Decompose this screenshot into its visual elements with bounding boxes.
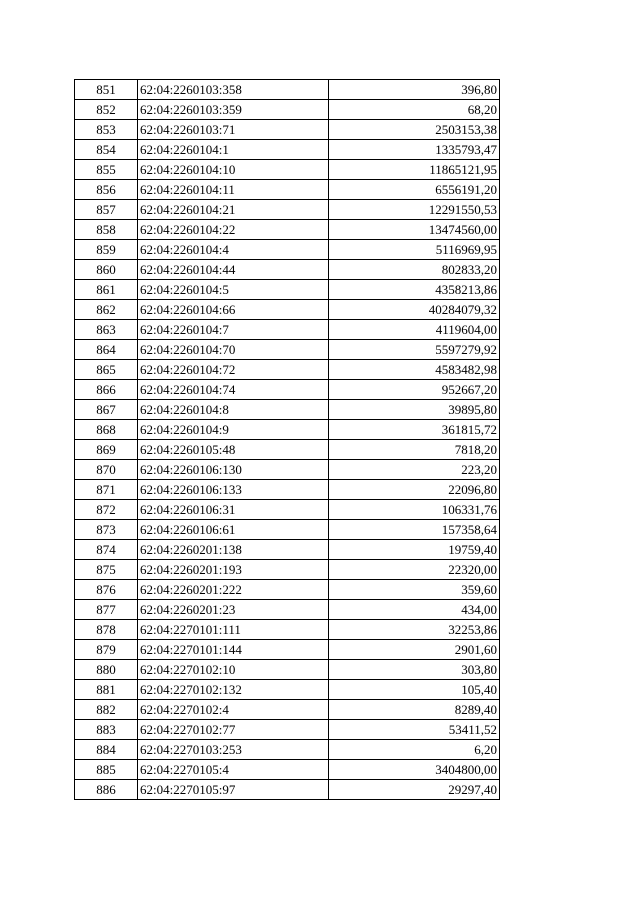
table-row — [75, 440, 500, 460]
cadastral-number-cell: 62:04:2260103:71 — [138, 120, 329, 140]
table-body — [75, 80, 500, 800]
row-number-cell: 859 — [75, 240, 138, 260]
table-row — [75, 560, 500, 580]
table-row — [75, 540, 500, 560]
table-row — [75, 360, 500, 380]
row-number-cell: 880 — [75, 660, 138, 680]
value-cell: 6,20 — [329, 740, 500, 760]
value-cell: 7818,20 — [329, 440, 500, 460]
row-number-cell: 855 — [75, 160, 138, 180]
table-row — [75, 760, 500, 780]
value-cell: 8289,40 — [329, 700, 500, 720]
cadastral-number-cell: 62:04:2260104:10 — [138, 160, 329, 180]
cadastral-number-cell: 62:04:2270103:253 — [138, 740, 329, 760]
value-cell: 68,20 — [329, 100, 500, 120]
row-number-cell: 885 — [75, 760, 138, 780]
cadastral-number-cell: 62:04:2260104:44 — [138, 260, 329, 280]
value-cell: 157358,64 — [329, 520, 500, 540]
value-cell: 22320,00 — [329, 560, 500, 580]
value-cell: 434,00 — [329, 600, 500, 620]
table-row — [75, 400, 500, 420]
row-number-cell: 863 — [75, 320, 138, 340]
cadastral-number-cell: 62:04:2270102:132 — [138, 680, 329, 700]
row-number-cell: 872 — [75, 500, 138, 520]
value-cell: 359,60 — [329, 580, 500, 600]
row-number-cell: 865 — [75, 360, 138, 380]
table-row — [75, 740, 500, 760]
table-row — [75, 780, 500, 800]
table-row — [75, 620, 500, 640]
cadastral-number-cell: 62:04:2270101:111 — [138, 620, 329, 640]
cadastral-number-cell: 62:04:2270102:10 — [138, 660, 329, 680]
table-row — [75, 480, 500, 500]
cadastral-number-cell: 62:04:2260104:7 — [138, 320, 329, 340]
row-number-cell: 882 — [75, 700, 138, 720]
row-number-cell: 881 — [75, 680, 138, 700]
value-cell: 2901,60 — [329, 640, 500, 660]
row-number-cell: 860 — [75, 260, 138, 280]
cadastral-number-cell: 62:04:2260104:21 — [138, 200, 329, 220]
value-cell: 303,80 — [329, 660, 500, 680]
value-cell: 802833,20 — [329, 260, 500, 280]
cadastral-number-cell: 62:04:2260103:358 — [138, 80, 329, 100]
value-cell: 32253,86 — [329, 620, 500, 640]
table-row — [75, 460, 500, 480]
cadastral-number-cell: 62:04:2270105:97 — [138, 780, 329, 800]
value-cell: 361815,72 — [329, 420, 500, 440]
value-cell: 105,40 — [329, 680, 500, 700]
value-cell: 952667,20 — [329, 380, 500, 400]
value-cell: 11865121,95 — [329, 160, 500, 180]
table-row — [75, 120, 500, 140]
cadastral-number-cell: 62:04:2270102:77 — [138, 720, 329, 740]
row-number-cell: 868 — [75, 420, 138, 440]
table-row — [75, 680, 500, 700]
row-number-cell: 857 — [75, 200, 138, 220]
value-cell: 40284079,32 — [329, 300, 500, 320]
row-number-cell: 877 — [75, 600, 138, 620]
value-cell: 223,20 — [329, 460, 500, 480]
cadastral-value-table — [74, 79, 500, 800]
table-row — [75, 160, 500, 180]
row-number-cell: 853 — [75, 120, 138, 140]
table-row — [75, 500, 500, 520]
cadastral-number-cell: 62:04:2260201:23 — [138, 600, 329, 620]
cadastral-number-cell: 62:04:2270101:144 — [138, 640, 329, 660]
row-number-cell: 871 — [75, 480, 138, 500]
row-number-cell: 858 — [75, 220, 138, 240]
row-number-cell: 873 — [75, 520, 138, 540]
table-row — [75, 340, 500, 360]
row-number-cell: 854 — [75, 140, 138, 160]
table-row — [75, 100, 500, 120]
value-cell: 29297,40 — [329, 780, 500, 800]
table-row — [75, 700, 500, 720]
value-cell: 3404800,00 — [329, 760, 500, 780]
row-number-cell: 876 — [75, 580, 138, 600]
row-number-cell: 861 — [75, 280, 138, 300]
cadastral-number-cell: 62:04:2260201:138 — [138, 540, 329, 560]
table-row — [75, 300, 500, 320]
value-cell: 4119604,00 — [329, 320, 500, 340]
cadastral-number-cell: 62:04:2260104:1 — [138, 140, 329, 160]
value-cell: 1335793,47 — [329, 140, 500, 160]
cadastral-number-cell: 62:04:2260106:133 — [138, 480, 329, 500]
row-number-cell: 852 — [75, 100, 138, 120]
row-number-cell: 878 — [75, 620, 138, 640]
row-number-cell: 867 — [75, 400, 138, 420]
cadastral-number-cell: 62:04:2260103:359 — [138, 100, 329, 120]
table-row — [75, 640, 500, 660]
cadastral-number-cell: 62:04:2260106:61 — [138, 520, 329, 540]
table-row — [75, 140, 500, 160]
cadastral-number-cell: 62:04:2260104:70 — [138, 340, 329, 360]
value-cell: 22096,80 — [329, 480, 500, 500]
cadastral-number-cell: 62:04:2260104:22 — [138, 220, 329, 240]
row-number-cell: 864 — [75, 340, 138, 360]
cadastral-number-cell: 62:04:2260106:31 — [138, 500, 329, 520]
table-row — [75, 720, 500, 740]
value-cell: 5597279,92 — [329, 340, 500, 360]
table-row — [75, 380, 500, 400]
cadastral-number-cell: 62:04:2260104:74 — [138, 380, 329, 400]
table-row — [75, 280, 500, 300]
row-number-cell: 874 — [75, 540, 138, 560]
value-cell: 53411,52 — [329, 720, 500, 740]
value-cell: 4583482,98 — [329, 360, 500, 380]
table-row — [75, 580, 500, 600]
row-number-cell: 856 — [75, 180, 138, 200]
row-number-cell: 851 — [75, 80, 138, 100]
cadastral-number-cell: 62:04:2260104:72 — [138, 360, 329, 380]
row-number-cell: 875 — [75, 560, 138, 580]
value-cell: 5116969,95 — [329, 240, 500, 260]
row-number-cell: 886 — [75, 780, 138, 800]
value-cell: 39895,80 — [329, 400, 500, 420]
value-cell: 6556191,20 — [329, 180, 500, 200]
cadastral-number-cell: 62:04:2270105:4 — [138, 760, 329, 780]
table-row — [75, 260, 500, 280]
table-row — [75, 320, 500, 340]
value-cell: 2503153,38 — [329, 120, 500, 140]
table-row — [75, 520, 500, 540]
cadastral-number-cell: 62:04:2260201:222 — [138, 580, 329, 600]
table-row — [75, 600, 500, 620]
table-row — [75, 200, 500, 220]
cadastral-number-cell: 62:04:2260104:5 — [138, 280, 329, 300]
row-number-cell: 884 — [75, 740, 138, 760]
table-row — [75, 240, 500, 260]
table-row — [75, 660, 500, 680]
row-number-cell: 869 — [75, 440, 138, 460]
table-row — [75, 80, 500, 100]
value-cell: 13474560,00 — [329, 220, 500, 240]
cadastral-number-cell: 62:04:2260104:9 — [138, 420, 329, 440]
row-number-cell: 879 — [75, 640, 138, 660]
row-number-cell: 862 — [75, 300, 138, 320]
value-cell: 106331,76 — [329, 500, 500, 520]
cadastral-number-cell: 62:04:2260104:4 — [138, 240, 329, 260]
cadastral-number-cell: 62:04:2260105:48 — [138, 440, 329, 460]
table-row — [75, 220, 500, 240]
cadastral-number-cell: 62:04:2260104:11 — [138, 180, 329, 200]
cadastral-number-cell: 62:04:2260104:8 — [138, 400, 329, 420]
value-cell: 396,80 — [329, 80, 500, 100]
cadastral-number-cell: 62:04:2260106:130 — [138, 460, 329, 480]
cadastral-number-cell: 62:04:2260104:66 — [138, 300, 329, 320]
table-row — [75, 180, 500, 200]
row-number-cell: 870 — [75, 460, 138, 480]
value-cell: 19759,40 — [329, 540, 500, 560]
cadastral-number-cell: 62:04:2260201:193 — [138, 560, 329, 580]
value-cell: 4358213,86 — [329, 280, 500, 300]
value-cell: 12291550,53 — [329, 200, 500, 220]
table-row — [75, 420, 500, 440]
row-number-cell: 883 — [75, 720, 138, 740]
row-number-cell: 866 — [75, 380, 138, 400]
cadastral-number-cell: 62:04:2270102:4 — [138, 700, 329, 720]
